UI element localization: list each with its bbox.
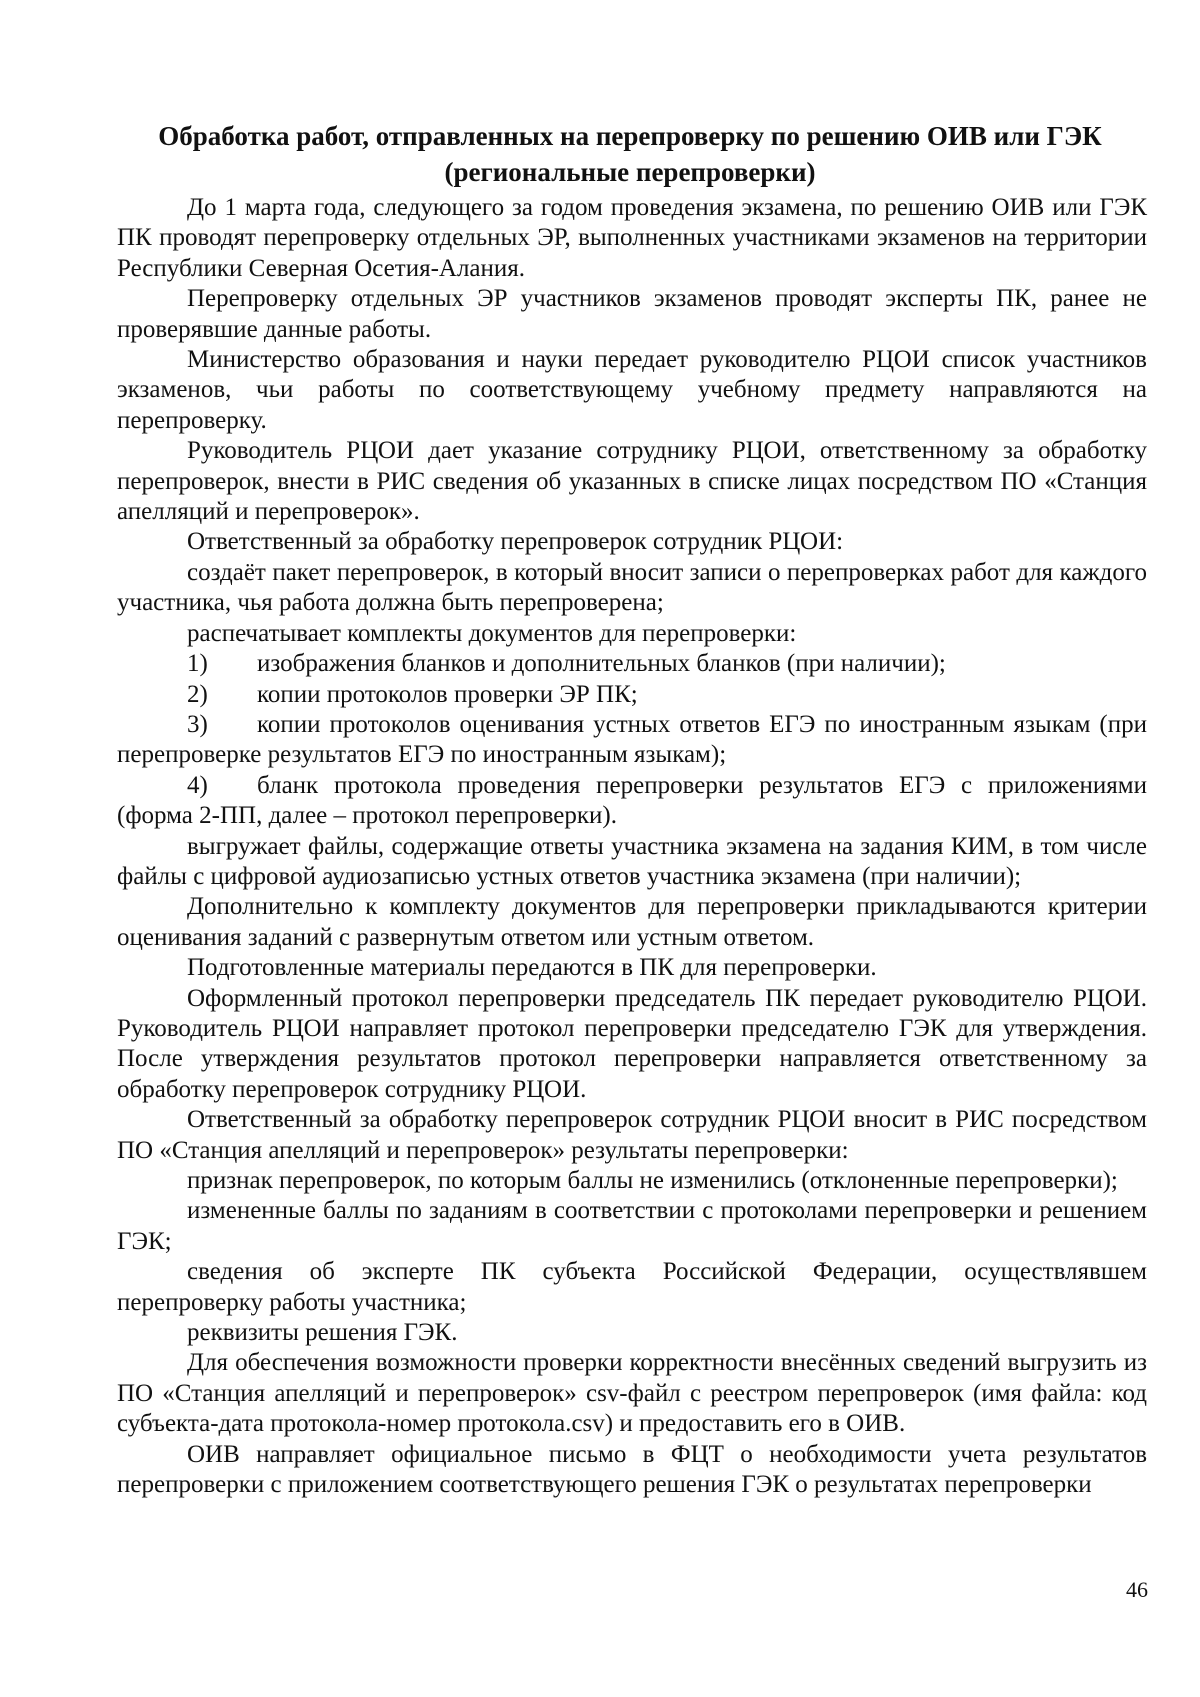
paragraph: выгружает файлы, содержащие ответы участника экзамена на задания КИМ, в том числе файлы с цифровой аудиозаписью устных ответов участника экзамена (при наличии);	[117, 832, 1147, 890]
numbered-item	[117, 649, 1147, 679]
paragraph: распечатывает комплекты документов для перепроверки:	[187, 619, 797, 647]
paragraph: ОИВ направляет официальное письмо в ФЦТ о необходимости учета результатов перепроверки с приложением соответствующего решения ГЭК о результатах перепроверки	[117, 1440, 1147, 1499]
numbered-item	[117, 771, 1147, 832]
item-text: копии протоколов оценивания устных ответов ЕГЭ по иностранным языкам (при перепроверке результатов ЕГЭ по иностранным языкам);	[117, 710, 1147, 769]
page-title	[110, 118, 1150, 190]
numbered-item	[117, 710, 1147, 771]
paragraph: Министерство образования и науки передает руководителю РЦОИ список участников экзаменов, чьи работы по соответствующему учебному предмету направляются на перепроверку.	[117, 346, 1147, 434]
paragraph: признак перепроверок, по которым баллы не изменились (отклоненные перепроверки);	[187, 1167, 1118, 1194]
item-number: 3)	[187, 710, 208, 738]
item-number: 4)	[187, 771, 208, 799]
item-number: 1)	[187, 650, 208, 678]
paragraph: измененные баллы по заданиям в соответствии с протоколами перепроверки и решением ГЭК;	[117, 1197, 1147, 1255]
page-number: 46	[1126, 1577, 1148, 1602]
paragraph: создаёт пакет перепроверок, в который вносит записи о перепроверках работ для каждого участника, чья работа должна быть перепроверена;	[117, 558, 1147, 617]
paragraph: До 1 марта года, следующего за годом проведения экзамена, по решению ОИВ или ГЭК ПК проводят перепроверку отдельных ЭР, выполненных участниками экзаменов на территории Республики Северная Осетия-Алания.	[117, 194, 1147, 282]
title-line-2: (региональные перепроверки)	[444, 157, 816, 187]
document-body	[117, 193, 1147, 1500]
item-text: копии протоколов проверки ЭР ПК;	[257, 680, 638, 708]
numbered-item	[117, 680, 1147, 710]
paragraph: реквизиты решения ГЭК.	[187, 1319, 458, 1347]
title-line-1: Обработка работ, отправленных на перепроверку по решению ОИВ или ГЭК	[158, 121, 1102, 151]
paragraph: Для обеспечения возможности проверки корректности внесённых сведений выгрузить из ПО «Станция апелляций и перепроверок» csv-файл с реестром перепроверок (имя файла: код субъекта-дата протокола-номер протокола.csv) и предоставить его в ОИВ.	[117, 1349, 1147, 1438]
item-number: 2)	[187, 680, 208, 708]
paragraph: Ответственный за обработку перепроверок сотрудник РЦОИ вносит в РИС посредством ПО «Станция апелляций и перепроверок» результаты перепроверки:	[117, 1106, 1147, 1164]
paragraph: Подготовленные материалы передаются в ПК для перепроверки.	[187, 954, 877, 982]
paragraph: Перепроверку отдельных ЭР участников экзаменов проводят эксперты ПК, ранее не проверявшие данные работы.	[117, 285, 1147, 343]
item-text: бланк протокола проведения перепроверки результатов ЕГЭ с приложениями (форма 2-ПП, далее – протокол перепроверки).	[117, 771, 1147, 830]
paragraph: Дополнительно к комплекту документов для перепроверки прикладываются критерии оценивания заданий с развернутым ответом или устным ответом.	[117, 893, 1147, 951]
paragraph: Оформленный протокол перепроверки председатель ПК передает руководителю РЦОИ. Руководитель РЦОИ направляет протокол перепроверки председателю ГЭК для утверждения. После утверждения результатов протокол перепроверки направляется ответственному за обработку перепроверок сотруднику РЦОИ.	[117, 984, 1147, 1103]
item-text: изображения бланков и дополнительных бланков (при наличии);	[257, 650, 946, 678]
paragraph: сведения об эксперте ПК субъекта Российской Федерации, осуществлявшем перепроверку работы участника;	[117, 1258, 1147, 1316]
paragraph: Ответственный за обработку перепроверок сотрудник РЦОИ:	[187, 528, 844, 556]
paragraph: Руководитель РЦОИ дает указание сотруднику РЦОИ, ответственному за обработку перепроверок, внести в РИС сведения об указанных в списке лицах посредством ПО «Станция апелляций и перепроверок».	[117, 437, 1147, 526]
